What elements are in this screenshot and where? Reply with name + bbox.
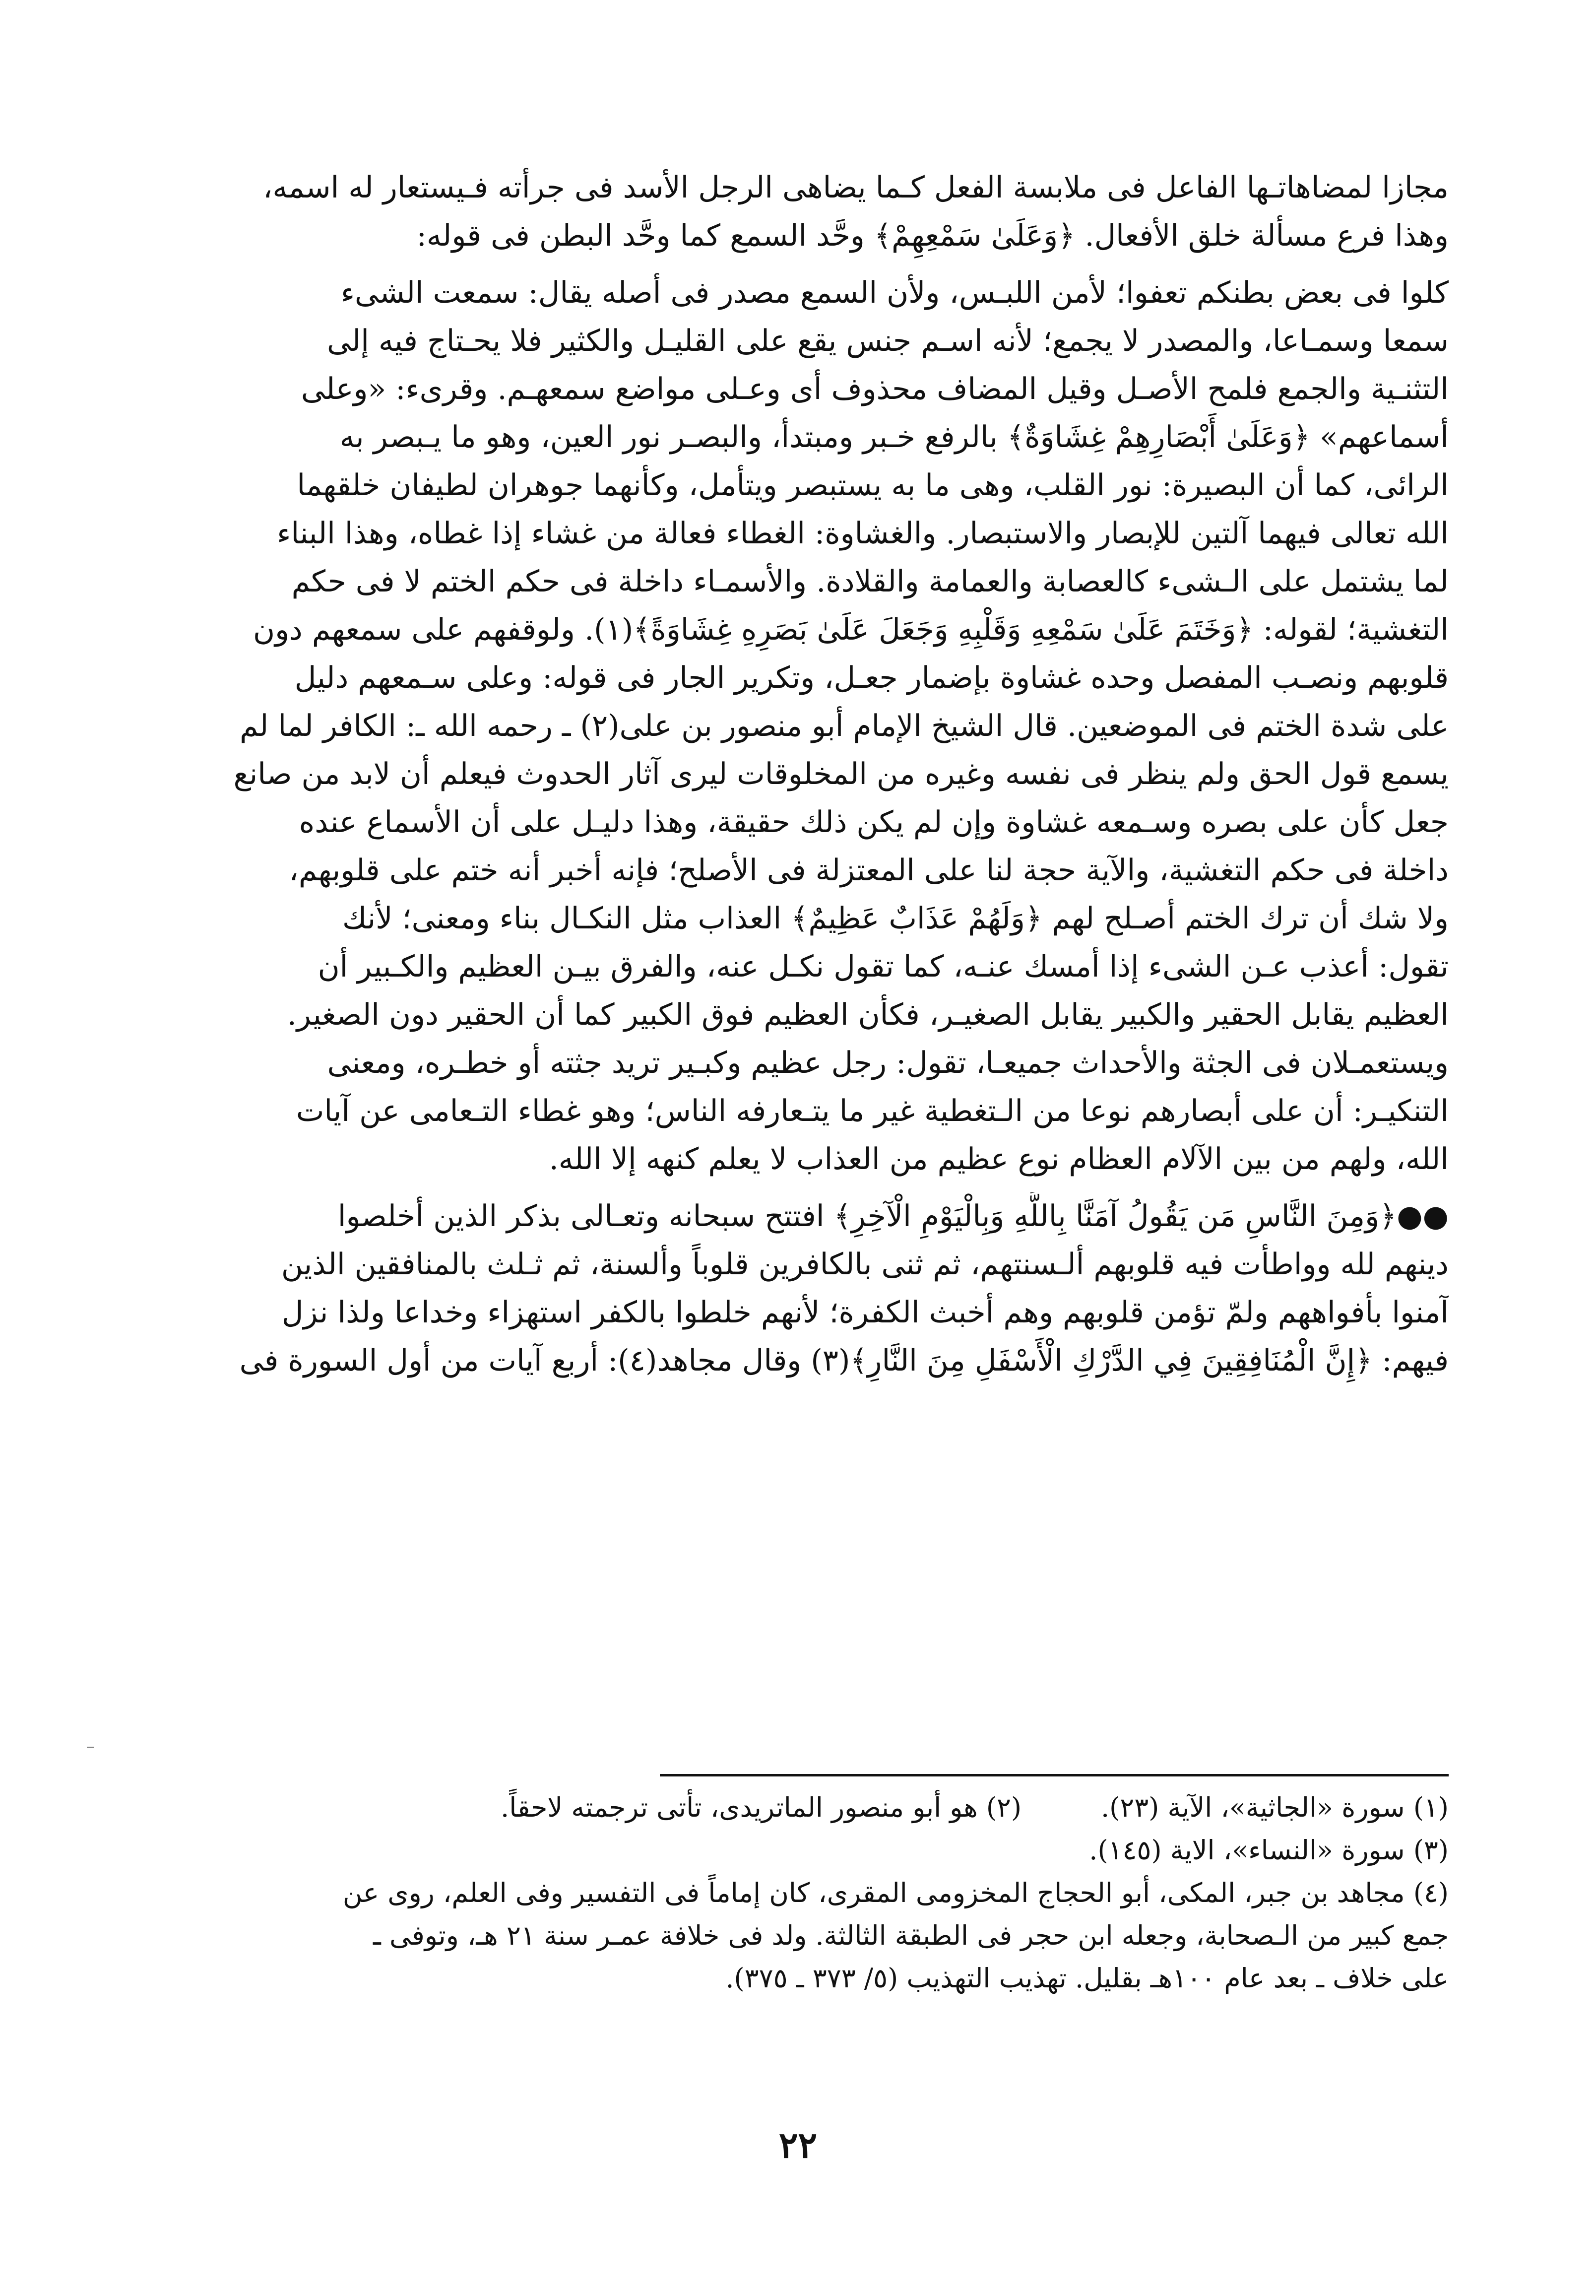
text-line: ويستعمـلان فى الجثة والأحداث جميعـا، تقول: رجل عظيم وكبـير تريد جثته أو خطـره، ومعنى (327, 1046, 1449, 1080)
text-line: فيهم: ﴿إِنَّ الْمُنَافِقِينَ فِي الدَّرْكِ الْأَسْفَلِ مِنَ النَّارِ﴾(٣) وقال مجاهد(٤): أربع آيات من أول السورة فى (239, 1343, 1449, 1378)
text-line: سمعا وسمـاعا، والمصدر لا يجمع؛ لأنه اسـم جنس يقع على القليـل والكثير فلا يحـتاج فيه إلى (326, 324, 1449, 358)
text-line: لما يشتمل على الـشىء كالعصابة والعمامة والقلادة. والأسمـاء داخلة فى حكم الختم لا فى حكم (291, 564, 1449, 599)
main-text-body (149, 164, 1449, 1385)
text-line: كلوا فى بعض بطنكم تعفوا؛ لأمن اللبـس، ولأن السمع مصدر فى أصله يقال: سمعت الشىء (340, 275, 1449, 310)
paragraph-gap (149, 1183, 1449, 1192)
text-line: وهذا فرع مسألة خلق الأفعال. ﴿وَعَلَىٰ سَمْعِهِمْ﴾ وحَّد السمع كما وحَّد البطن فى قوله: (416, 218, 1449, 253)
text-line: التغشية؛ لقوله: ﴿وَخَتَمَ عَلَىٰ سَمْعِهِ وَقَلْبِهِ وَجَعَلَ عَلَىٰ بَصَرِهِ غِشَاوَةً﴾(١). ولوقفهم على سمعهم دون (253, 612, 1449, 647)
text-line: آمنوا بأفواههم ولمّ تؤمن قلوبهم وهم أخبث الكفرة؛ لأنهم خلطوا بالكفر استهزاء وخداعا ولذا نزل (281, 1295, 1449, 1330)
scan-artifact (87, 1747, 94, 1748)
footnote-1: (١) سورة «الجاثية»، الآية (٢٣). (1101, 1792, 1449, 1823)
footnote-4-line: (٤) مجاهد بن جبر، المكى، أبو الحجاج المخزومى المقرى، كان إماماً فى التفسير وفى العلم، روى عن (342, 1877, 1449, 1908)
text-line: العظيم يقابل الحقير والكبير يقابل الصغيـر، فكأن العظيم فوق الكبير كما أن الحقير دون الصغير. (287, 997, 1449, 1032)
text-line: ولا شك أن ترك الختم أصـلح لهم ﴿وَلَهُمْ عَذَابٌ عَظِيمٌ﴾ العذاب مثل النكـال بناء ومعنى؛ لأنك (342, 901, 1449, 936)
footnote-3: (٣) سورة «النساء»، الاية (١٤٥). (1089, 1835, 1449, 1866)
text-line: التثنـية والجمع فلمح الأصـل وقيل المضاف محذوف أى وعـلى مواضع سمعهـم. وقرىء: «وعلى (301, 372, 1449, 406)
page-number: ٢٢ (778, 2124, 818, 2166)
text-line: ●●﴿وَمِنَ النَّاسِ مَن يَقُولُ آمَنَّا بِاللَّهِ وَبِالْيَوْمِ الْآخِرِ﴾ افتتح سبحانه وتعـالى بذكر الذين أخلصوا (337, 1199, 1449, 1234)
text-line: قلوبهم ونصـب المفصل وحده غشاوة بإضمار جعـل، وتكرير الجار فى قوله: وعلى سـمعهم دليل (294, 660, 1449, 695)
text-line: يسمع قول الحق ولم ينظر فى نفسه وغيره من المخلوقات ليرى آثار الحدوث فيعلم أن لابد من صانع (233, 757, 1449, 791)
text-line: على شدة الختم فى الموضعين. قال الشيخ الإمام أبو منصور بن على(٢) ـ رحمه الله ـ: الكافر لما لم (240, 709, 1449, 743)
text-line: داخلة فى حكم التغشية، والآية حجة لنا على المعتزلة فى الأصلح؛ فإنه أخبر أنه ختم على قلوبهم، (289, 853, 1449, 888)
text-line: الله تعالى فيهما آلتين للإبصار والاستبصار. والغشاوة: الغطاء فعالة من غشاء إذا غطاه، وهذا البناء (277, 516, 1449, 551)
text-line: تقول: أعذب عـن الشىء إذا أمسك عنـه، كما تقول نكـل عنه، والفرق بيـن العظيم والكـبير أن (318, 949, 1449, 984)
footnote-4-line: جمع كبير من الـصحابة، وجعله ابن حجر فى الطبقة الثالثة. ولد فى خلافة عمـر سنة ٢١ هـ، وتوفى ـ (373, 1920, 1449, 1951)
paragraph-gap (149, 260, 1449, 269)
text-line: مجازا لمضاهاتـها الفاعل فى ملابسة الفعل كـما يضاهى الرجل الأسد فى جرأته فـيستعار له اسمه، (262, 170, 1449, 205)
text-line: الرائى، كما أن البصيرة: نور القلب، وهى ما به يستبصر ويتأمل، وكأنهما جوهران لطيفان خلقهما (297, 468, 1449, 503)
footnote-separator (660, 1774, 1449, 1776)
text-line: دينهم لله وواطأت فيه قلوبهم ألـسنتهم، ثم ثنى بالكافرين قلوباً وألسنة، ثم ثـلث بالمنافقين الذين (281, 1247, 1449, 1282)
text-line: التنكيـر: أن على أبصارهم نوعا من الـتغطية غير ما يتـعارفه الناس؛ وهو غطاء التـعامى عن آيات (296, 1094, 1449, 1128)
footnote-4-line: على خلاف ـ بعد عام ١٠٠هـ بقليل. تهذيب التهذيب (٥/ ٣٧٣ ـ ٣٧٥). (725, 1963, 1449, 1994)
footnotes (149, 1786, 1449, 2000)
footnote-row (149, 1786, 1449, 1829)
text-line: جعل كأن على بصره وسـمعه غشاوة وإن لم يكن ذلك حقيقة، وهذا دليـل على أن الأسماع عنده (299, 805, 1449, 840)
footnote-2: (٢) هو أبو منصور الماتريدى، تأتى ترجمته لاحقاً. (501, 1792, 1022, 1823)
text-line: أسماعهم» ﴿وَعَلَىٰ أَبْصَارِهِمْ غِشَاوَةٌ﴾ بالرفع خـبر ومبتدأ، والبصـر نور العين، وهو ما يـبصر به (339, 420, 1449, 455)
text-line: الله، ولهم من بين الآلام العظام نوع عظيم من العذاب لا يعلم كنهه إلا الله. (549, 1142, 1449, 1177)
